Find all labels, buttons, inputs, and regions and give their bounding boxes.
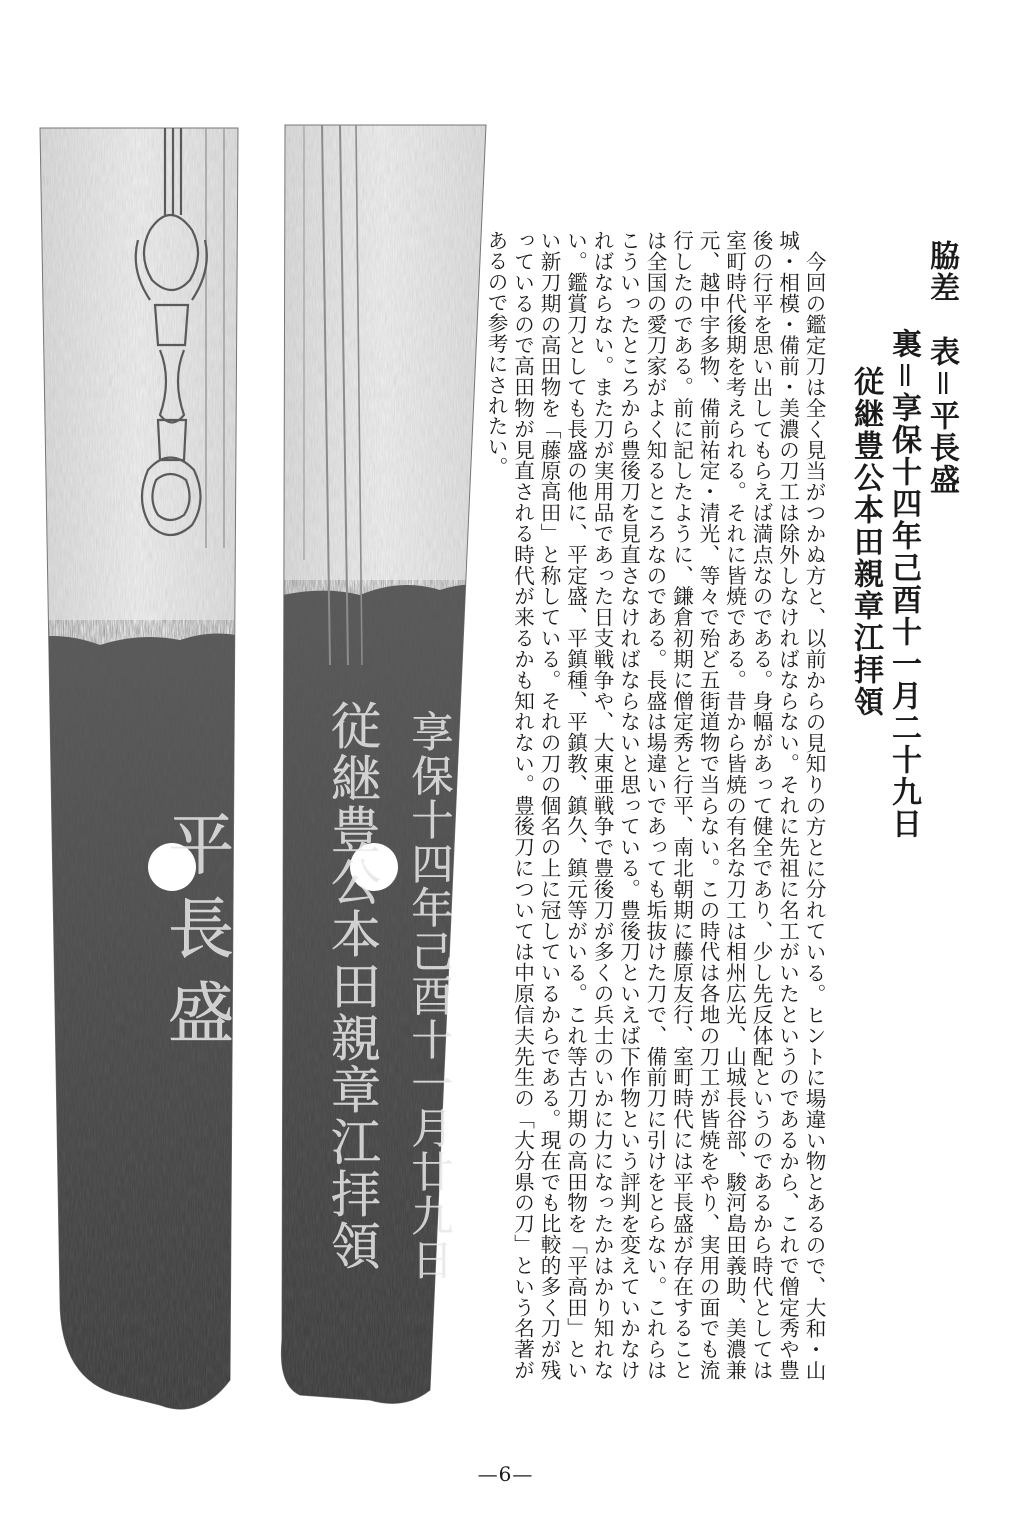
body-paragraph: 今回の鑑定刀は全く見当がつかぬ方と、以前からの見知りの方とに分れている。ヒントに場違い物とあるので、大和・山城・相模・備前・美濃の刀工は除外しなければならない。それに先祖に名工がいたというのであるから、これで僧定秀や豊後の行平を思い出してもらえば満点なのである。身幅があって健全であり、少し先反体配というのであるから時代としては室町時代後期を考えられる。それに皆焼である。昔から皆焼の有名な刀工は相州広光、山城長谷部、駿河島田義助、美濃兼元、越中宇多物、備前祐定・清光、等々で殆ど五街道物で当らない。この時代は各地の刀工が皆焼をやり、実用の面でも流行したのである。前に記したように、鎌倉初期に僧定秀と行平、南北朝期に藤原友行、室町時代には平長盛が存在することは全国の愛刀家がよく知るところなのである。長盛は場違いであっても垢抜けた刀で、備前刀に引けをとらない。これらはこういったところから豊後刀を見直さなければならないと思っている。豊後刀といえば下作物という評判を変えていかなければならない。また刀が実用品であった日支戦争や、大東亜戦争で豊後刀が多くの兵士のいかに力になったかはかり知れない。鑑賞刀としても長盛の他に、平定盛、平鎮種、平鎮教、鎮久、鎮元等がいる。これ等古刀期の高田物を「平高田」といい新刀期の高田物を「藤原高田」と称している。それの刀の個名の上に冠しているからである。現在でも比較的多く刀が残っているので高田物が見直される時代が来るかも知れない。豊後刀については中原信夫先生の「大分県の刀」という名著があるので参考にされたい。 [484,230,826,1380]
inscription-ura-recipient: 従継豊公本田親章江拝領 [323,700,381,1272]
article-body [484,230,827,1380]
article-title [840,240,960,840]
title-line-ura-recipient: 従継豊公本田親章江拝領 [848,366,883,718]
blade-omote [20,128,260,1518]
title-line-ura-date: 裏＝享保十四年己酉十一月二十九日 [886,328,921,840]
inscription-ura-date: 享保十四年己酉十一月廿九日 [405,710,455,1282]
blade-ura [270,125,510,1518]
inscription-omote: 平長盛 [156,810,234,1062]
title-line-blade-omote: 脇差 表＝平長盛 [924,240,959,496]
page-number: —6— [477,1462,534,1486]
